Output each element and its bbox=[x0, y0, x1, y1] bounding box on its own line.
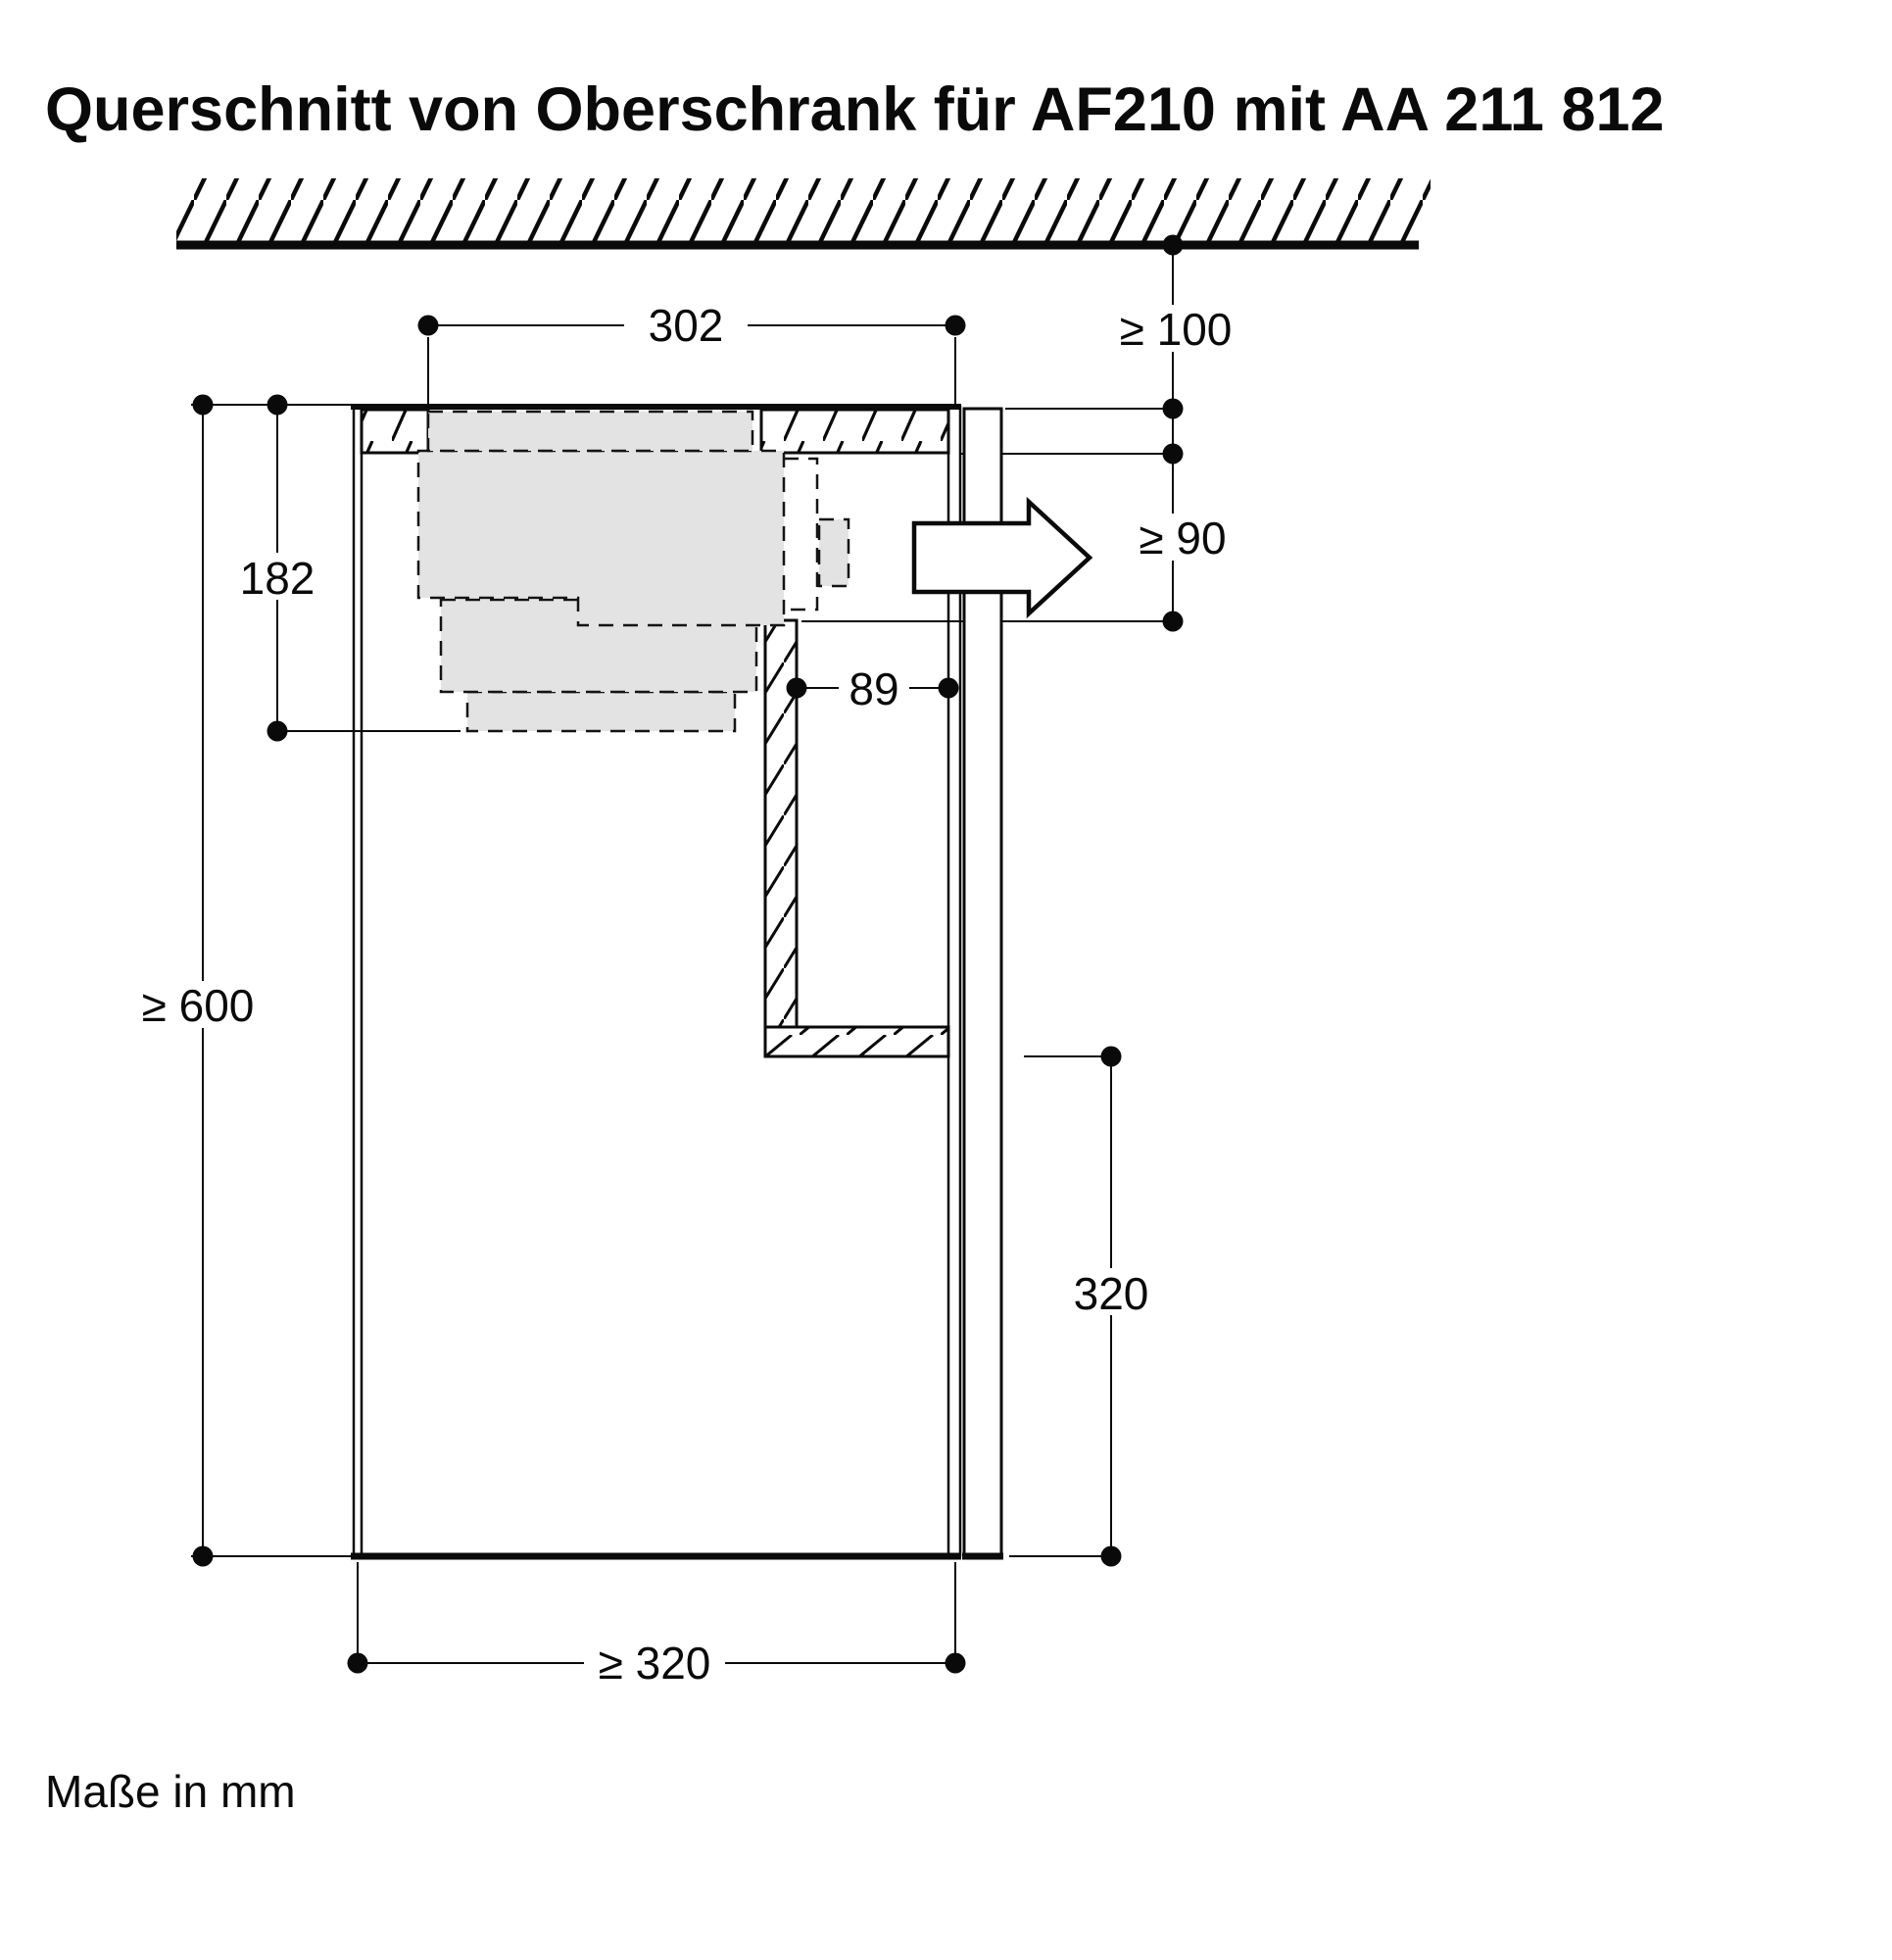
dim-label-100: ≥ 100 bbox=[1119, 304, 1233, 355]
dim-dot bbox=[1163, 444, 1184, 465]
dim-dot bbox=[193, 395, 214, 416]
dim-duct-to-wall bbox=[787, 663, 959, 714]
appliance-damper-flap bbox=[819, 519, 849, 586]
dim-dot bbox=[1101, 1546, 1122, 1567]
appliance-lowest-section bbox=[467, 692, 735, 731]
dim-dot bbox=[418, 316, 439, 336]
dim-label-89: 89 bbox=[849, 663, 899, 714]
dim-dot bbox=[267, 721, 288, 742]
top-board-left-segment bbox=[362, 410, 428, 453]
dim-dot bbox=[787, 678, 807, 699]
dim-label-182: 182 bbox=[239, 553, 315, 604]
appliance-outlet-dashed bbox=[784, 459, 817, 610]
dim-dot bbox=[193, 1546, 214, 1567]
appliance-top-section bbox=[428, 412, 752, 451]
dim-right-vertical-chain bbox=[1103, 235, 1250, 632]
dim-dot bbox=[1163, 399, 1184, 419]
dim-cutout-width bbox=[418, 300, 966, 351]
dim-label-600: ≥ 600 bbox=[141, 980, 255, 1031]
dim-label-320-depth: ≥ 320 bbox=[598, 1638, 711, 1689]
dim-label-90: ≥ 90 bbox=[1139, 513, 1227, 564]
dim-appliance-height bbox=[228, 395, 326, 742]
dim-dot bbox=[946, 316, 966, 336]
units-note: Maße in mm bbox=[45, 1766, 296, 1817]
dim-label-320: 320 bbox=[1073, 1268, 1149, 1319]
dim-dot bbox=[946, 1653, 966, 1674]
dim-dot bbox=[1101, 1047, 1122, 1067]
ceiling-hatch bbox=[176, 178, 1431, 245]
top-board-right-segment bbox=[761, 410, 948, 453]
dim-dot bbox=[939, 678, 959, 699]
dim-cabinet-depth bbox=[348, 1638, 966, 1689]
dim-label-302: 302 bbox=[648, 300, 724, 351]
duct-bottom-shelf bbox=[765, 1027, 948, 1056]
dim-lower-panel-height bbox=[1062, 1047, 1160, 1567]
dim-dot bbox=[348, 1653, 368, 1674]
dim-dot bbox=[1163, 235, 1184, 256]
dim-dot bbox=[1163, 612, 1184, 632]
ceiling bbox=[176, 178, 1431, 245]
dim-dot bbox=[267, 395, 288, 416]
page-title: Querschnitt von Oberschrank für AF210 mit AA 211 812 bbox=[45, 75, 1665, 144]
